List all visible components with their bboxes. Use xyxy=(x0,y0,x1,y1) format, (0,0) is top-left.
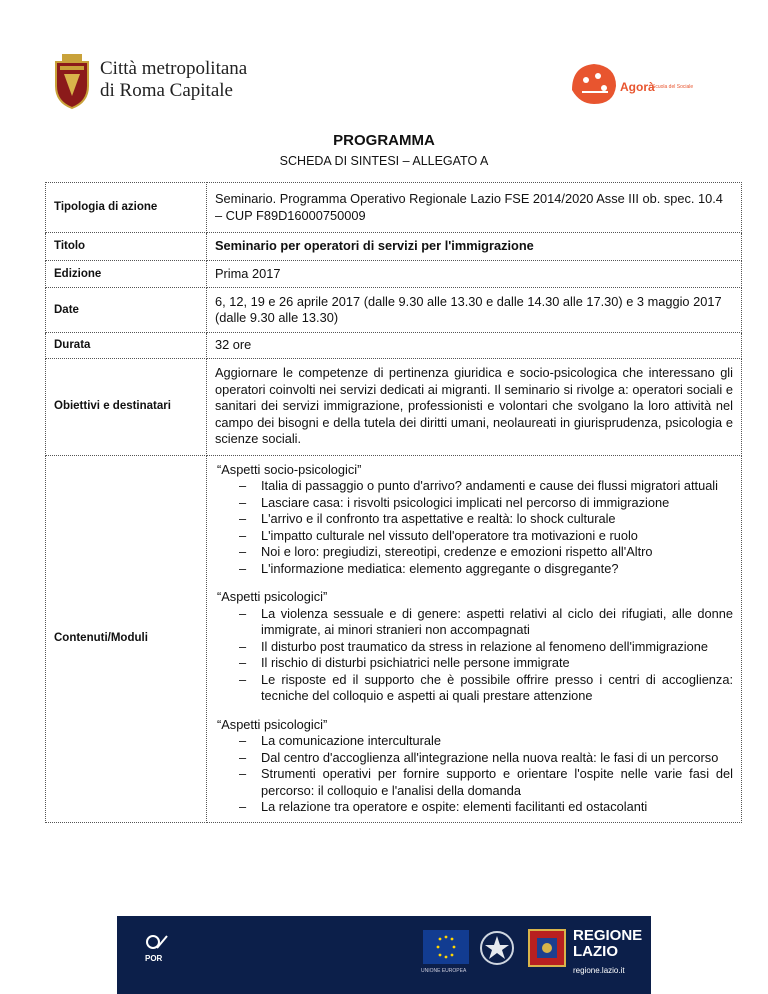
list-item: – L'arrivo e il confronto tra aspettative e realtà: lo shock culturale xyxy=(261,511,733,528)
list-item: – Le risposte ed il supporto che è possibile offrire presso i centri di accoglienza: tecniche del colloquio e aspetti ai quali prestare attenzione xyxy=(261,672,733,705)
list-item: – Il disturbo post traumatico da stress in relazione al fenomeno dell'immigrazione xyxy=(261,639,733,656)
value-titolo: Seminario per operatori di servizi per l'immigrazione xyxy=(207,233,742,261)
module xyxy=(215,462,733,578)
list-item: – Strumenti operativi per fornire supporto e orientare l'ospite nelle varie fasi del percorso: il colloquio e l'analisi della domanda xyxy=(261,766,733,799)
value-obiettivi: Aggiornare le competenze di pertinenza giuridica e socio-psicologica che interessano gli operatori coinvolti nei servizi dedicati ai migranti. Il seminario si rivolge a: operatori sociali e sanitari dei servizi immigrazione, professionisti e volontari che svolgano la loro attività nel campo dei bisogni e della tutela dei diritti umani, neolaureati in giurisprudenza, psicologia e scienze sociali. xyxy=(207,358,742,455)
list-item: – Il rischio di disturbi psichiatrici nelle persone immigrate xyxy=(261,655,733,672)
italy-emblem-icon xyxy=(477,926,517,970)
value-tipologia: Seminario. Programma Operativo Regionale Lazio FSE 2014/2020 Asse III ob. spec. 10.4 – CUP F89D16000750009 xyxy=(207,183,742,233)
city-logo-line1: Città metropolitana xyxy=(100,58,248,79)
region-line1: REGIONE xyxy=(573,927,643,944)
city-logo-line2: di Roma Capitale xyxy=(100,80,233,101)
value-date: 6, 12, 19 e 26 aprile 2017 (dalle 9.30 alle 13.30 e dalle 14.30 alle 17.30) e 3 maggio 2017 (dalle 9.30 alle 13.30) xyxy=(207,288,742,333)
region-name xyxy=(573,928,642,960)
value-durata: 32 ore xyxy=(207,333,742,359)
list-item: – La comunicazione interculturale xyxy=(261,733,733,750)
list-item: – La relazione tra operatore e ospite: elementi facilitanti ed ostacolanti xyxy=(261,799,733,816)
label-contenuti: Contenuti/Moduli xyxy=(46,455,207,822)
program-table xyxy=(45,182,742,823)
module-title: “Aspetti socio-psicologici” xyxy=(217,461,362,477)
por-logo xyxy=(145,934,185,974)
module-title: “Aspetti psicologici” xyxy=(217,589,328,604)
value-contenuti xyxy=(207,455,742,822)
agora-logo-sub: Scuola del Sociale xyxy=(652,84,694,90)
module xyxy=(215,717,733,816)
label-titolo: Titolo xyxy=(46,233,207,261)
row-obiettivi xyxy=(46,358,742,455)
eu-caption: UNIONE EUROPEA xyxy=(421,968,467,974)
row-edizione xyxy=(46,261,742,288)
label-date: Date xyxy=(46,288,207,333)
page-subtitle: SCHEDA DI SINTESI – ALLEGATO A xyxy=(279,154,489,168)
crest-icon xyxy=(50,52,94,110)
region-line2: LAZIO xyxy=(573,943,618,960)
agora-logo-word: Agorà xyxy=(620,80,655,94)
region-site: regione.lazio.it xyxy=(573,966,625,975)
row-contenuti xyxy=(46,455,742,822)
row-tipologia xyxy=(46,183,742,233)
row-durata xyxy=(46,333,742,359)
city-logo xyxy=(50,50,250,112)
eu-stars-icon xyxy=(423,930,469,964)
page-title: PROGRAMMA xyxy=(333,132,435,149)
module xyxy=(215,589,733,705)
por-mark-icon xyxy=(145,934,169,952)
row-titolo xyxy=(46,233,742,261)
value-edizione: Prima 2017 xyxy=(207,261,742,288)
footer-banner xyxy=(117,916,651,994)
module-title: “Aspetti psicologici” xyxy=(217,716,328,732)
list-item: – L'informazione mediatica: elemento aggregante o disgregante? xyxy=(261,561,733,578)
list-item: – Italia di passaggio o punto d'arrivo? andamenti e cause dei flussi migratori attuali xyxy=(261,478,733,495)
label-edizione: Edizione xyxy=(46,261,207,288)
agora-mark-icon xyxy=(568,60,620,108)
row-date xyxy=(46,288,742,333)
module-list xyxy=(215,733,733,816)
module-list xyxy=(215,478,733,577)
lazio-emblem-icon xyxy=(525,926,569,970)
label-obiettivi: Obiettivi e destinatari xyxy=(46,358,207,455)
list-item: – Dal centro d'accoglienza all'integrazione nella nuova realtà: le fasi di un percorso xyxy=(261,750,733,767)
list-item: – Noi e loro: pregiudizi, stereotipi, credenze e emozioni rispetto all'Altro xyxy=(261,544,733,561)
module-list xyxy=(215,606,733,705)
label-tipologia: Tipologia di azione xyxy=(46,183,207,233)
eu-flag xyxy=(423,930,469,964)
por-label: POR xyxy=(145,954,163,963)
list-item: – L'impatto culturale nel vissuto dell'operatore tra motivazioni e ruolo xyxy=(261,528,733,545)
label-durata: Durata xyxy=(46,333,207,359)
list-item: – Lasciare casa: i risvolti psicologici implicati nel percorso di immigrazione xyxy=(261,495,733,512)
list-item: – La violenza sessuale e di genere: aspetti relativi al ciclo dei rifugiati, alle donne immigrate, ai minori stranieri non accompagnati xyxy=(261,606,733,639)
agora-logo xyxy=(568,60,708,108)
